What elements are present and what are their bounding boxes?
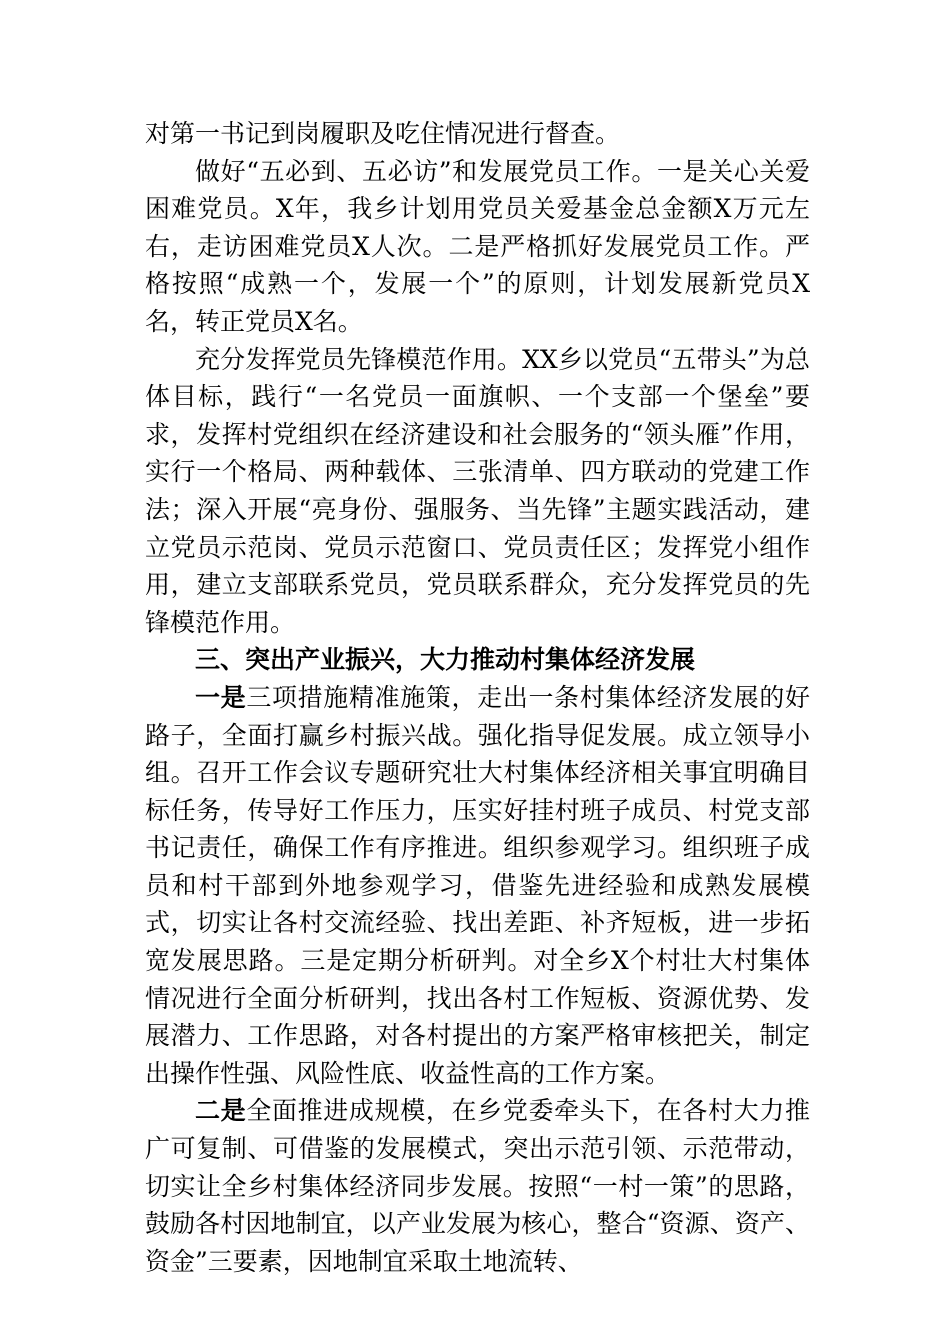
paragraph-5-lead: 二是 [195,1096,247,1126]
paragraph-4 [145,679,810,1093]
paragraph-4-lead: 一是 [195,682,247,712]
document-body [145,115,810,1280]
section-heading-3: 三、突出产业振兴，大力推动村集体经济发展 [195,645,696,675]
paragraph-2: 做好“五必到、五必访”和发展党员工作。一是关心关爱困难党员。X年，我乡计划用党员关爱基金总金额X万元左右，走访困难党员X人次。二是严格抓好发展党员工作。严格按照“成熟一个，发展一个”的原则，计划发展新党员X名，转正党员X名。 [145,156,810,336]
paragraph-1: 对第一书记到岗履职及吃住情况进行督查。 [145,119,621,148]
paragraph-4-body: 三项措施精准施策，走出一条村集体经济发展的好路子，全面打赢乡村振兴战。强化指导促发展。成立领导小组。召开工作会议专题研究壮大村集体经济相关事宜明确目标任务，传导好工作压力，压实好挂村班子成员、村党支部书记责任，确保工作有序推进。组织参观学习。组织班子成员和村干部到外地参观学习，借鉴先进经验和成熟发展模式，切实让各村交流经验、找出差距、补齐短板，进一步拓宽发展思路。三是定期分析研判。对全乡X个村壮大村集体情况进行全面分析研判，找出各村工作短板、资源优势、发展潜力、工作思路，对各村提出的方案严格审核把关，制定出操作性强、风险性底、收益性高的工作方案。 [145,682,810,1088]
paragraph-5-body: 全面推进成规模，在乡党委牵头下，在各村大力推广可复制、可借鉴的发展模式，突出示范引领、示范带动，切实让全乡村集体经济同步发展。按照“一村一策”的思路，鼓励各村因地制宜，以产业发展为核心，整合“资源、资产、资金”三要素，因地制宜采取土地流转、 [145,1096,810,1276]
paragraph-3: 充分发挥党员先锋模范作用。XX乡以党员“五带头”为总体目标，践行“一名党员一面旗帜、一个支部一个堡垒”要求，发挥村党组织在经济建设和社会服务的“领头雁”作用，实行一个格局、两种载体、三张清单、四方联动的党建工作法；深入开展“亮身份、强服务、当先锋”主题实践活动，建立党员示范岗、党员示范窗口、党员责任区；发挥党小组作用，建立支部联系党员，党员联系群众，充分发挥党员的先锋模范作用。 [145,344,810,637]
paragraph-5 [145,1092,810,1280]
